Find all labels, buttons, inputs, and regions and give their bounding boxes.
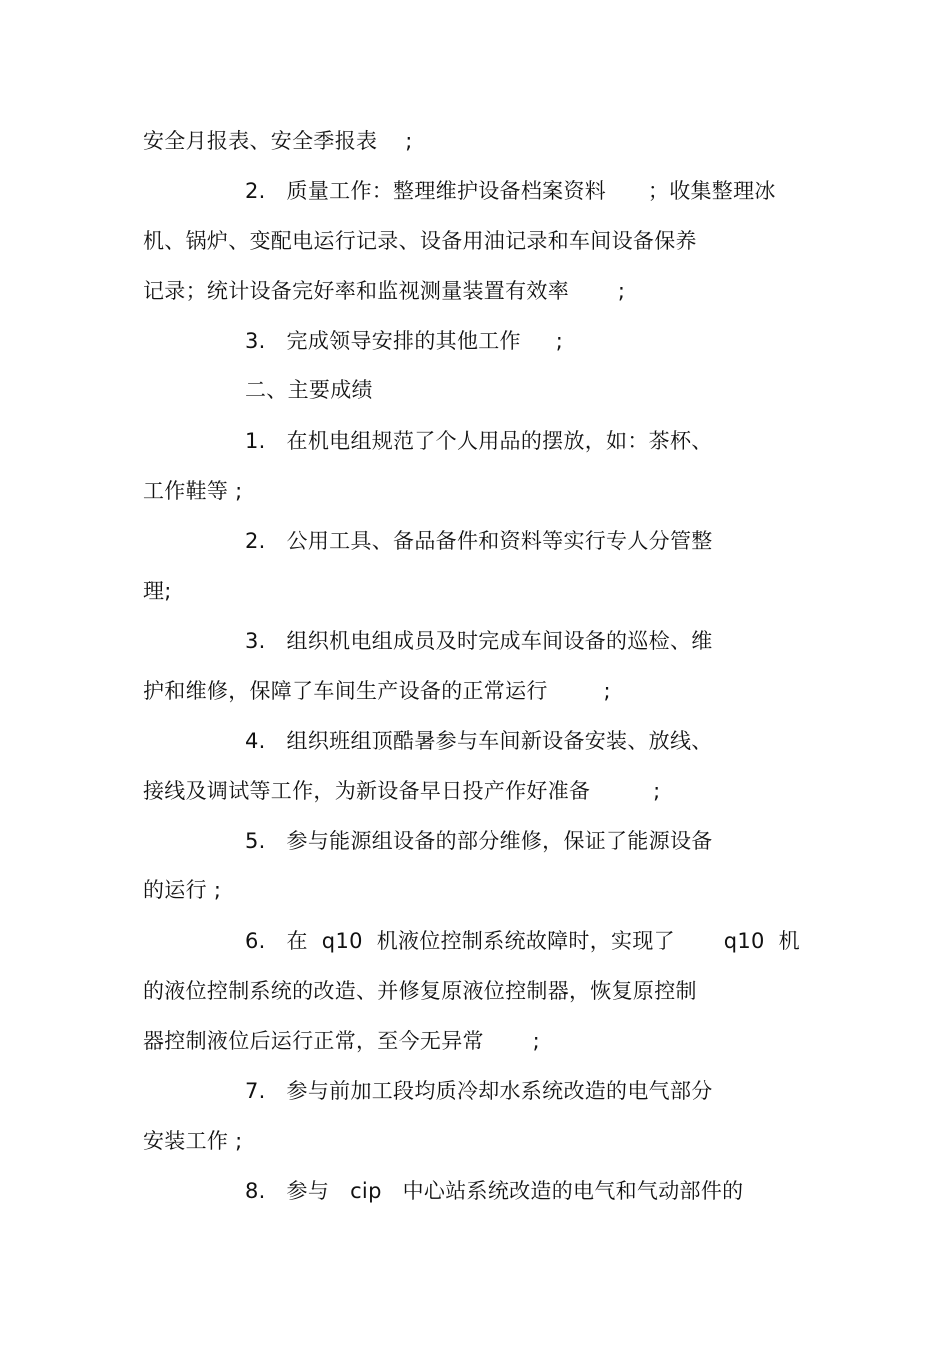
text-line: 器控制液位后运行正常，至今无异常 ; <box>143 1029 541 1053</box>
text-line: 安装工作 ; <box>143 1129 243 1153</box>
text-line: 8. 参与 cip 中心站系统改造的电气和气动部件的 <box>245 1179 744 1203</box>
text-line: 记录；统计设备完好率和监视测量装置有效率 ; <box>143 279 626 303</box>
text-line: 7. 参与前加工段均质冷却水系统改造的电气部分 <box>245 1079 713 1103</box>
text-line: 1. 在机电组规范了个人用品的摆放，如：茶杯、 <box>245 429 713 453</box>
text-line: 机、锅炉、变配电运行记录、设备用油记录和车间设备保养 <box>143 229 697 253</box>
text-line: 的液位控制系统的改造、并修复原液位控制器，恢复原控制 <box>143 979 697 1003</box>
text-line: 接线及调试等工作，为新设备早日投产作好准备 ; <box>143 779 661 803</box>
text-line: 6. 在 q10 机液位控制系统故障时，实现了 q10 机 <box>245 929 800 953</box>
text-line: 的运行 ; <box>143 878 222 902</box>
text-line: 安全月报表、安全季报表 ; <box>143 129 413 153</box>
text-line: 护和维修，保障了车间生产设备的正常运行 ; <box>143 679 611 703</box>
text-line: 2. 公用工具、备品备件和资料等实行专人分管整 <box>245 529 713 553</box>
text-line: 3. 组织机电组成员及时完成车间设备的巡检、维 <box>245 629 713 653</box>
text-line: 4. 组织班组顶酷暑参与车间新设备安装、放线、 <box>245 729 713 753</box>
section-heading: 二、主要成绩 <box>245 378 373 402</box>
text-line: 2. 质量工作：整理维护设备档案资料 ；收集整理冰 <box>245 179 776 203</box>
text-line: 5. 参与能源组设备的部分维修，保证了能源设备 <box>245 829 713 853</box>
text-line: 理; <box>143 579 172 603</box>
text-line: 工作鞋等 ; <box>143 479 243 503</box>
text-line: 3. 完成领导安排的其他工作 ; <box>245 329 564 353</box>
